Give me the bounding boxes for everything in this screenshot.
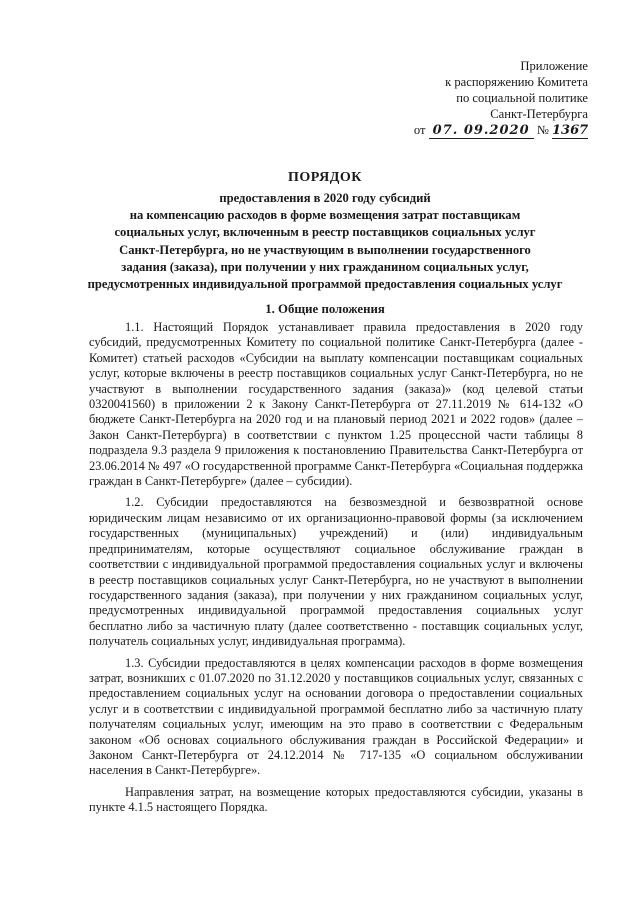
subtitle-line: предусмотренных индивидуальной программой предоставления социальных услуг [87, 277, 563, 292]
document-body [89, 320, 583, 822]
handwritten-number: 1367 [552, 123, 589, 138]
appendix-line: к распоряжению Комитета [445, 75, 588, 89]
appendix-header [414, 58, 588, 139]
subtitle-line: задания (заказа), при получении у них гражданином социальных услуг, [121, 259, 529, 274]
appendix-line: Приложение [520, 59, 588, 73]
handwritten-date: 07. 09.2020 [429, 124, 534, 139]
subtitle-line: Санкт-Петербурга, но не участвующим в выполнении государственного [119, 242, 531, 257]
appendix-line: Санкт-Петербурга [490, 107, 588, 121]
subtitle-line: социальных услуг, включенным в реестр поставщиков социальных услуг [114, 225, 536, 240]
paragraph-directions: Направления затрат, на возмещение которых предоставляются субсидии, указаны в пункте 4.1.5 настоящего Порядка. [89, 784, 583, 815]
document-heading [60, 170, 590, 293]
appendix-line: по социальной политике [456, 91, 588, 105]
subtitle-line: на компенсацию расходов в форме возмещения затрат поставщикам [129, 208, 521, 223]
subtitle-line: предоставления в 2020 году субсидий [219, 191, 431, 205]
document-title: ПОРЯДОК [288, 170, 362, 185]
paragraph-1-2: 1.2. Субсидии предоставляются на безвозмездной и безвозвратной основе юридическим лицам независимо от их организационно-правовой формы (за исключением государственных (муниципальных) учреждений) и (или) индивидуальным предпринимателям, которые осуществляют социальное обслуживание граждан в соответствии с индивидуальной программой предоставления социальных услуг и включены в реестр поставщиков социальных услуг Санкт-Петербурга, но не участвуют в выполнении государственного задания (заказа), при получении у них гражданином социальных услуг, предусмотренных индивидуальной программой предоставления социальных услуг бесплатно либо за частичную плату (далее соответственно - поставщик социальных услуг, получатель социальных услуг, индивидуальная программа). [89, 495, 583, 649]
date-prefix: от [413, 123, 426, 137]
paragraph-1-1: 1.1. Настоящий Порядок устанавливает правила предоставления в 2020 году субсидий, предусмотренных Комитету по социальной политике Санкт-Петербурга (далее - Комитет) статьей расходов «Субсидии на выплату компенсации поставщикам социальных услуг, которые включены в реестр поставщиков социальных услуг Санкт-Петербурга, но не участвуют в выполнении государственного задания (заказа)» (код целевой статьи 0320041560) в приложении 2 к Закону Санкт-Петербурга от 27.11.2019 № 614-132 «О бюджете Санкт-Петербурга на 2020 год и на плановый период 2021 и 2022 годов» (далее – Закон Санкт-Петербурга) в соответствии с пунктом 1.25 процессной части таблицы 8 подраздела 9.3 раздела 9 приложения к постановлению Правительства Санкт-Петербурга от 23.06.2014 № 497 «О государственной программе Санкт-Петербурга «Социальная поддержка граждан в Санкт-Петербурге» (далее – субсидии). [89, 320, 583, 489]
document-subtitle [60, 190, 590, 293]
number-prefix: № [536, 123, 549, 137]
appendix-date-line [414, 122, 588, 139]
section-title: 1. Общие положения [265, 302, 385, 316]
paragraph-1-3: 1.3. Субсидии предоставляются в целях компенсации расходов в форме возмещения затрат, возникших с 01.07.2020 по 31.12.2020 у поставщиков социальных услуг, связанных с предоставлением социальных услуг на основании договора о предоставлении социальных услуг и в соответствии с индивидуальной программой бесплатно либо за частичную плату получателям социальных услуг, имеющим на это право в соответствии с Федеральным законом «Об основах социального обслуживания граждан в Российской Федерации» и Законом Санкт-Петербурга от 24.12.2014 № 717-135 «О социальном обслуживании населения в Санкт-Петербурге». [89, 655, 583, 778]
